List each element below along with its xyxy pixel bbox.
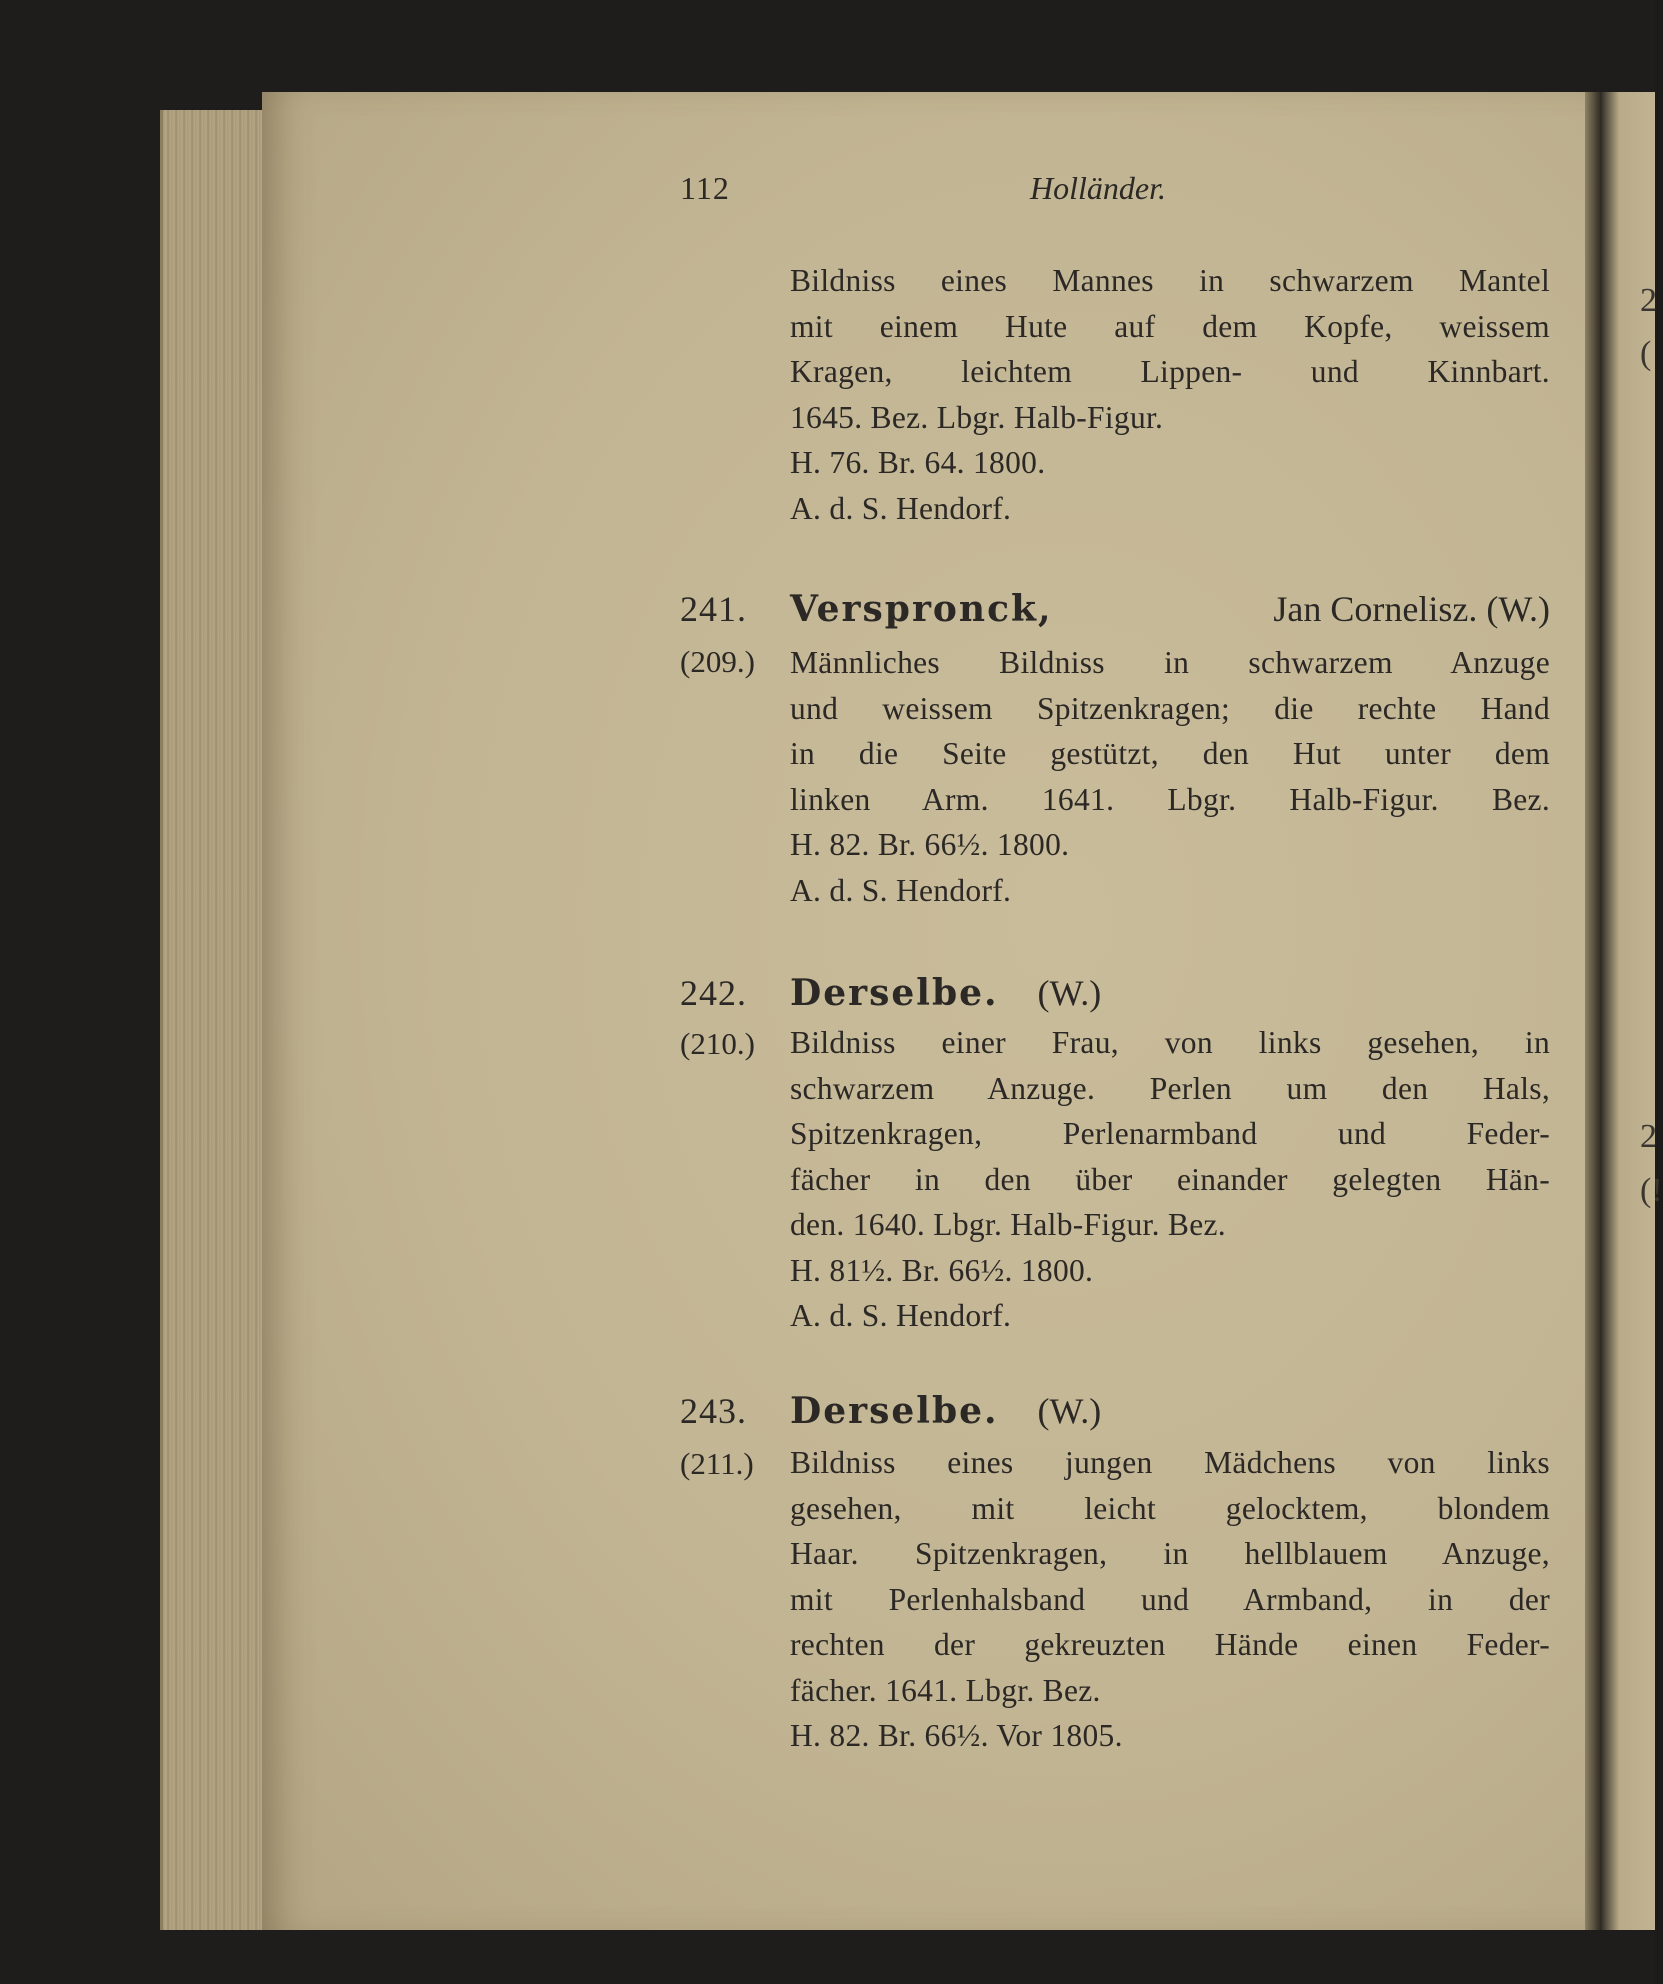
entry-description [790,640,1550,913]
entry-old-number: (211.) [680,1446,754,1481]
page-number: 112 [680,170,730,206]
facing-page-fragment: 2 [1640,282,1657,319]
text-line: Bildniss einer Frau, von links gesehen, in [790,1025,1550,1060]
text-line: rechten der gekreuzten Hände einen Feder- [790,1627,1550,1662]
text-line: schwarzem Anzuge. Perlen um den Hals, [790,1070,1550,1106]
text-line: 1645. Bez. Lbgr. Halb-Figur. [790,399,1164,435]
artist-name: Verspronck, [790,588,1053,630]
continuation-text [790,258,1550,531]
text-line: fächer in den über einander gelegten Hän- [790,1161,1550,1197]
text-line: Bildniss eines Mannes in schwarzem Mantel [790,263,1550,298]
entry-heading [790,1390,1101,1432]
entry-description [790,1440,1550,1759]
text-line: und weissem Spitzenkragen; die rechte Hand [790,690,1550,726]
text-line: in die Seite gestützt, den Hut unter dem [790,736,1550,771]
text-line: A. d. S. Hendorf. [790,872,1012,908]
text-line: Bildniss eines jungen Mädchens von links [790,1445,1550,1480]
text-line: Spitzenkragen, Perlenarmband und Feder- [790,1116,1550,1151]
text-line: den. 1640. Lbgr. Halb-Figur. Bez. [790,1207,1226,1242]
text-line: Kragen, leichtem Lippen- und Kinnbart. [790,354,1550,389]
text-line: Männliches Bildniss in schwarzem Anzuge [790,645,1550,680]
entry-old-number: (209.) [680,644,755,679]
text-line: H. 82. Br. 66½. 1800. [790,827,1070,862]
entry-heading [790,972,1101,1014]
facing-page-fragment: (! [1640,1172,1663,1209]
artist-details: (W.) [1037,973,1102,1013]
text-line: fächer. 1641. Lbgr. Bez. [790,1672,1101,1708]
entry-heading [790,588,1550,630]
text-line: mit einem Hute auf dem Kopfe, weissem [790,308,1550,344]
text-line: mit Perlenhalsband und Armband, in der [790,1581,1550,1617]
text-line: H. 81½. Br. 66½. 1800. [790,1252,1094,1288]
text-line: H. 82. Br. 66½. Vor 1805. [790,1718,1123,1753]
text-line: A. d. S. Hendorf. [790,490,1012,526]
entry-description [790,1020,1550,1339]
text-line: H. 76. Br. 64. 1800. [790,445,1046,480]
text-line: A. d. S. Hendorf. [790,1298,1012,1333]
artist-name: Derselbe. [790,972,999,1014]
page-heading: Holländer. [1030,170,1166,206]
artist-details: (W.) [1037,1391,1102,1431]
text-line: gesehen, mit leicht gelocktem, blondem [790,1490,1550,1526]
running-head [680,170,1200,220]
text-line: linken Arm. 1641. Lbgr. Halb-Figur. Bez. [790,781,1550,817]
entry-number: 242. [680,973,747,1013]
artist-name: Derselbe. [790,1390,999,1432]
facing-page-fragment: ( [1640,335,1652,372]
facing-page-fragment: 2 [1640,1118,1657,1155]
entry-old-number: (210.) [680,1026,755,1061]
text-line: Haar. Spitzenkragen, in hellblauem Anzuge, [790,1536,1550,1571]
entry-number: 243. [680,1391,747,1431]
entry-number: 241. [680,589,747,629]
artist-details: Jan Cornelisz. (W.) [1273,589,1550,629]
